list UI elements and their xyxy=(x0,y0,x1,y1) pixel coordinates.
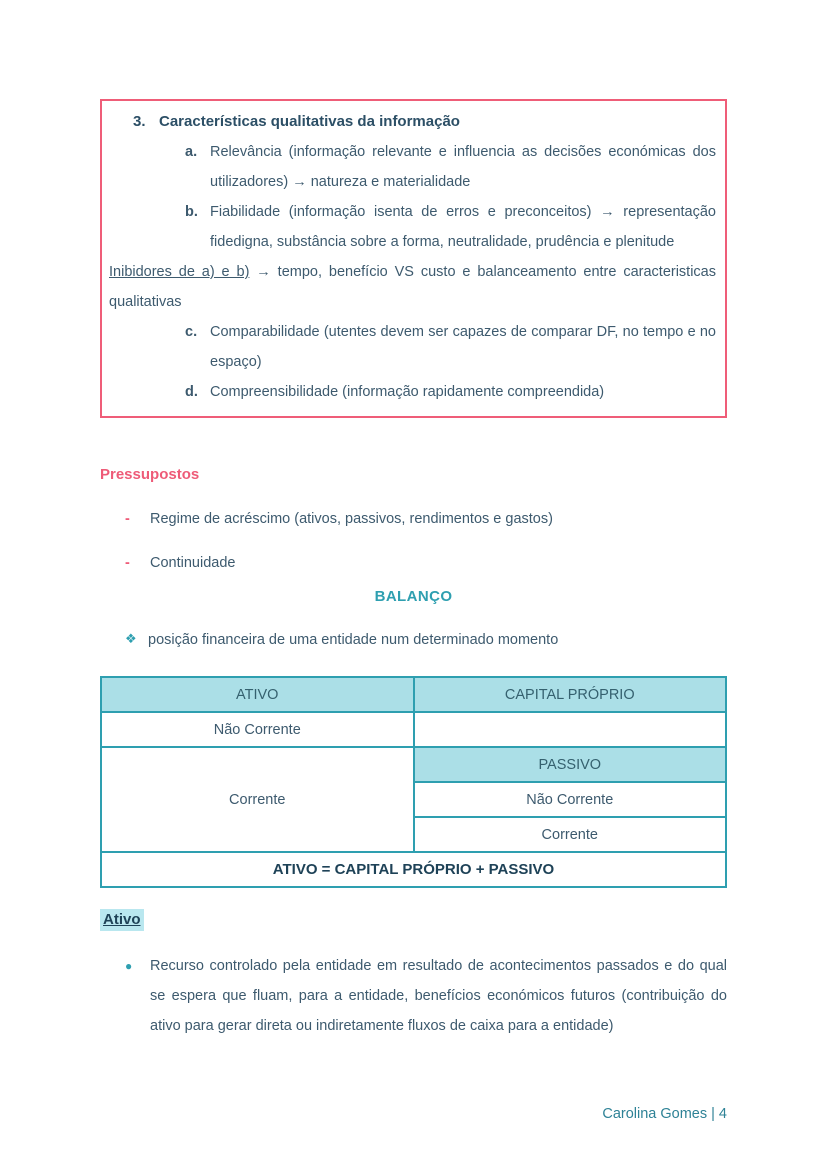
dash-bullet-icon: - xyxy=(125,511,130,527)
list-item-d-label: d. xyxy=(185,384,198,400)
cell-passivo-corrente: Corrente xyxy=(414,817,727,852)
balance-sheet-table xyxy=(100,676,727,888)
table-row xyxy=(101,747,726,782)
diamond-bullet-icon: ❖ xyxy=(125,632,137,647)
inhibitors-rest-text: → tempo, benefício VS custo e balanceamento entre caracteristicas qualitativas xyxy=(109,264,716,310)
list-item-b xyxy=(185,197,716,257)
balanco-description-item xyxy=(125,625,727,655)
box-heading-title: Características qualitativas da informação xyxy=(159,113,460,130)
dash-item-regime-text: Regime de acréscimo (ativos, passivos, rendimentos e gastos) xyxy=(150,511,553,527)
table-header-capital-proprio: CAPITAL PRÓPRIO xyxy=(414,677,727,712)
balanco-description-text: posição financeira de uma entidade num determinado momento xyxy=(148,632,559,648)
table-header-ativo: ATIVO xyxy=(101,677,414,712)
cell-passivo-header: PASSIVO xyxy=(414,747,727,782)
qualitative-characteristics-box xyxy=(100,99,727,418)
list-item-c xyxy=(185,317,716,377)
cell-passivo-nao-corrente: Não Corrente xyxy=(414,782,727,817)
list-item-c-label: c. xyxy=(185,324,198,340)
list-item-b-label: b. xyxy=(185,204,198,220)
dash-bullet-icon: - xyxy=(125,555,130,571)
box-heading-number: 3. xyxy=(133,113,146,130)
list-item-b-text: Fiabilidade (informação isenta de erros e preconceitos) → representação fidedigna, substância sobre a forma, neutralidade, prudência e plenitude xyxy=(210,204,716,250)
balanco-title: BALANÇO xyxy=(374,588,453,605)
list-item-a-text: Relevância (informação relevante e influencia as decisões económicas dos utilizadores) → natureza e materialidade xyxy=(210,144,716,190)
dash-item-continuidade-text: Continuidade xyxy=(150,555,236,571)
circle-bullet-icon: ● xyxy=(125,959,133,973)
cell-capital-empty xyxy=(414,712,727,747)
list-item-c-text: Comparabilidade (utentes devem ser capazes de comparar DF, no tempo e no espaço) xyxy=(210,324,716,370)
inhibitors-paragraph xyxy=(109,257,716,317)
cell-ativo-corrente: Corrente xyxy=(101,747,414,852)
cell-balance-equation: ATIVO = CAPITAL PRÓPRIO + PASSIVO xyxy=(101,852,726,887)
list-item-a-label: a. xyxy=(185,144,198,160)
pressupostos-heading: Pressupostos xyxy=(100,466,200,483)
dash-list-item-continuidade xyxy=(125,548,727,578)
ativo-definition-item xyxy=(125,951,727,1041)
dash-list-item-regime xyxy=(125,504,727,534)
table-row xyxy=(101,712,726,747)
page-footer: Carolina Gomes | 4 xyxy=(602,1106,727,1122)
ativo-section-heading: Ativo xyxy=(100,909,144,931)
list-item-d-text: Compreensibilidade (informação rapidamente compreendida) xyxy=(210,384,605,400)
box-heading xyxy=(133,107,716,137)
list-item-a xyxy=(185,137,716,197)
list-item-d xyxy=(185,377,716,407)
cell-ativo-nao-corrente: Não Corrente xyxy=(101,712,414,747)
ativo-definition-text: Recurso controlado pela entidade em resultado de acontecimentos passados e do qual se espera que fluam, para a entidade, benefícios económicos futuros (contribuição do ativo para gerar direta ou indiretamente fluxos de caixa para a entidade) xyxy=(150,958,727,1034)
table-row xyxy=(101,852,726,887)
table-row xyxy=(101,677,726,712)
inhibitors-underlined-text: Inibidores de a) e b) xyxy=(109,264,250,280)
